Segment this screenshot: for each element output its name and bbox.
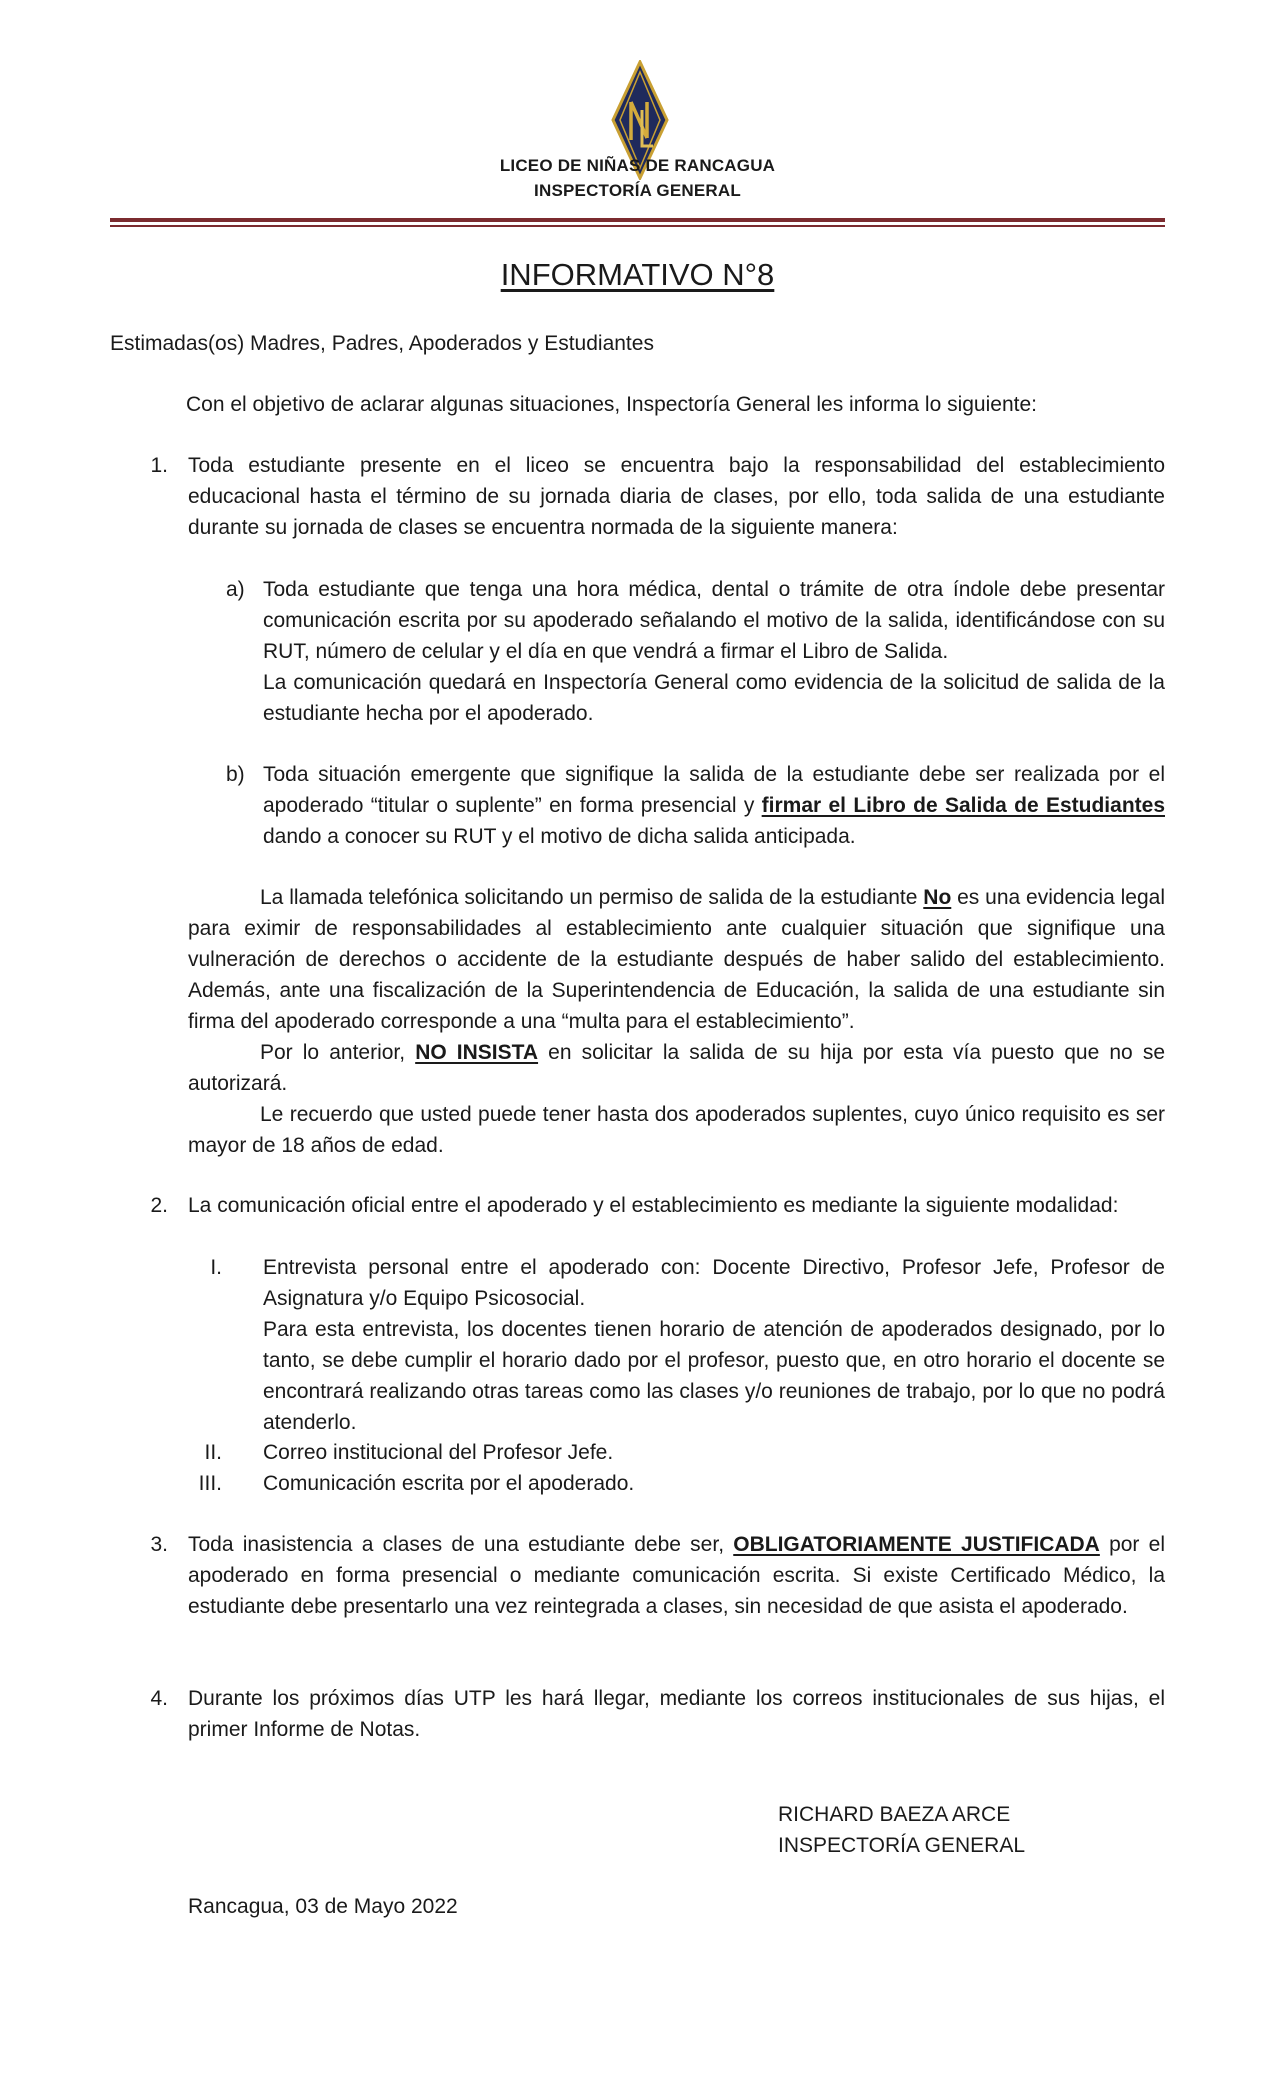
item-1b-text-end: dando a conocer su RUT y el motivo de dicha salida anticipada. — [263, 825, 856, 848]
item-4-text: Durante los próximos días UTP les hará llegar, mediante los correos institucionales de sus hijas, el primer Informe de Notas. — [188, 1687, 1165, 1741]
item-1b-text-start: Toda situación emergente que signifique la salida de la estudiante debe ser realizada por el apoderado “titular o suplente” en forma presencial y — [263, 763, 1165, 817]
call-emphasis: No — [923, 886, 952, 909]
item-2-iii-text: Comunicación escrita por el apoderado. — [263, 1472, 635, 1495]
item-1b-text — [263, 759, 1165, 852]
item-2-iii-marker: III. — [198, 1472, 222, 1495]
item-2-ii-text: Correo institucional del Profesor Jefe. — [263, 1441, 614, 1464]
item-3-text-end: por el apoderado en forma presencial o mediante comunicación escrita. Si existe Certificado Médico, la estudiante debe presentarlo una vez reintegrada a clases, sin necesidad de que asista el apoderado. — [188, 1533, 1165, 1618]
department-name: INSPECTORÍA GENERAL — [534, 181, 741, 200]
insist-text-end: en solicitar la salida de su hija por esta vía puesto que no se autorizará. — [188, 1041, 1165, 1095]
item-3-text-start: Toda inasistencia a clases de una estudiante debe ser, — [188, 1533, 734, 1556]
item-2-i-text — [263, 1252, 1165, 1438]
item-1-text: Toda estudiante presente en el liceo se encuentra bajo la responsabilidad del establecimiento educacional hasta el término de su jornada diaria de clases, por ello, toda salida de una estudiante durante su jornada de clases se encuentra normada de la siguiente manera: — [188, 454, 1165, 539]
intro-paragraph: Con el objetivo de aclarar algunas situaciones, Inspectoría General les informa lo siguiente: — [186, 393, 1037, 416]
item-1-paragraph-insist — [188, 1037, 1165, 1099]
item-3-text — [188, 1529, 1165, 1622]
item-2-ii-marker: II. — [204, 1441, 222, 1464]
item-3-emphasis: OBLIGATORIAMENTE JUSTIFICADA — [733, 1533, 1100, 1556]
item-1a-text — [263, 574, 1165, 729]
item-1b-emphasis: firmar el Libro de Salida de Estudiantes — [761, 794, 1165, 817]
header-rule-thick — [110, 218, 1165, 222]
call-text-start: La llamada telefónica solicitando un permiso de salida de la estudiante — [260, 886, 924, 909]
signatory-name: RICHARD BAEZA ARCE — [778, 1803, 1011, 1826]
insist-emphasis: NO INSISTA — [415, 1041, 539, 1064]
call-text-end: es una evidencia legal para eximir de responsabilidades al establecimiento ante cualquier situación que signifique una vulneración de derechos o accidente de la estudiante después de haber salido del establecimiento. Además, ante una fiscalización de la Superintendencia de Educación, la salida de una estudiante sin firma del apoderado corresponde a una “multa para el establecimiento”. — [188, 886, 1165, 1033]
item-1b-marker: b) — [226, 763, 245, 786]
item-4-marker: 4. — [150, 1687, 168, 1710]
item-1a-note: La comunicación quedará en Inspectoría General como evidencia de la solicitud de salida de la estudiante hecha por el apoderado. — [263, 671, 1165, 725]
school-name: LICEO DE NIÑAS DE RANCAGUA — [499, 156, 776, 175]
item-2-i-body: Entrevista personal entre el apoderado con: Docente Directivo, Profesor Jefe, Profesor de Asignatura y/o Equipo Psicosocial. — [263, 1256, 1165, 1310]
signatory-role: INSPECTORÍA GENERAL — [778, 1834, 1026, 1857]
document-title: INFORMATIVO N°8 — [500, 257, 775, 292]
header-rule-thin — [110, 225, 1165, 227]
item-2-text: La comunicación oficial entre el apoderado y el establecimiento es mediante la siguiente modalidad: — [188, 1194, 1119, 1217]
insist-text-start: Por lo anterior, — [260, 1041, 416, 1064]
place-date: Rancagua, 03 de Mayo 2022 — [188, 1895, 458, 1918]
item-2-i-note: Para esta entrevista, los docentes tienen horario de atención de apoderados designado, por lo tanto, se debe cumplir el horario dado por el profesor, puesto que, en otro horario el docente se encontrará realizando otras tareas como las clases y/o reuniones de trabajo, por lo que no podrá atenderlo. — [263, 1318, 1165, 1434]
item-1-paragraph-suplentes: Le recuerdo que usted puede tener hasta dos apoderados suplentes, cuyo único requisito es ser mayor de 18 años de edad. — [188, 1103, 1165, 1157]
item-3-marker: 3. — [150, 1533, 168, 1556]
item-1-paragraph-call — [188, 882, 1165, 1037]
item-1-marker: 1. — [150, 454, 168, 477]
item-1a-marker: a) — [226, 578, 245, 601]
item-1a-body: Toda estudiante que tenga una hora médica, dental o trámite de otra índole debe presentar comunicación escrita por su apoderado señalando el motivo de la salida, identificándose con su RUT, número de celular y el día en que vendrá a firmar el Libro de Salida. — [263, 578, 1165, 663]
item-2-i-marker: I. — [210, 1256, 222, 1279]
item-2-marker: 2. — [150, 1194, 168, 1217]
greeting: Estimadas(os) Madres, Padres, Apoderados y Estudiantes — [110, 332, 654, 355]
